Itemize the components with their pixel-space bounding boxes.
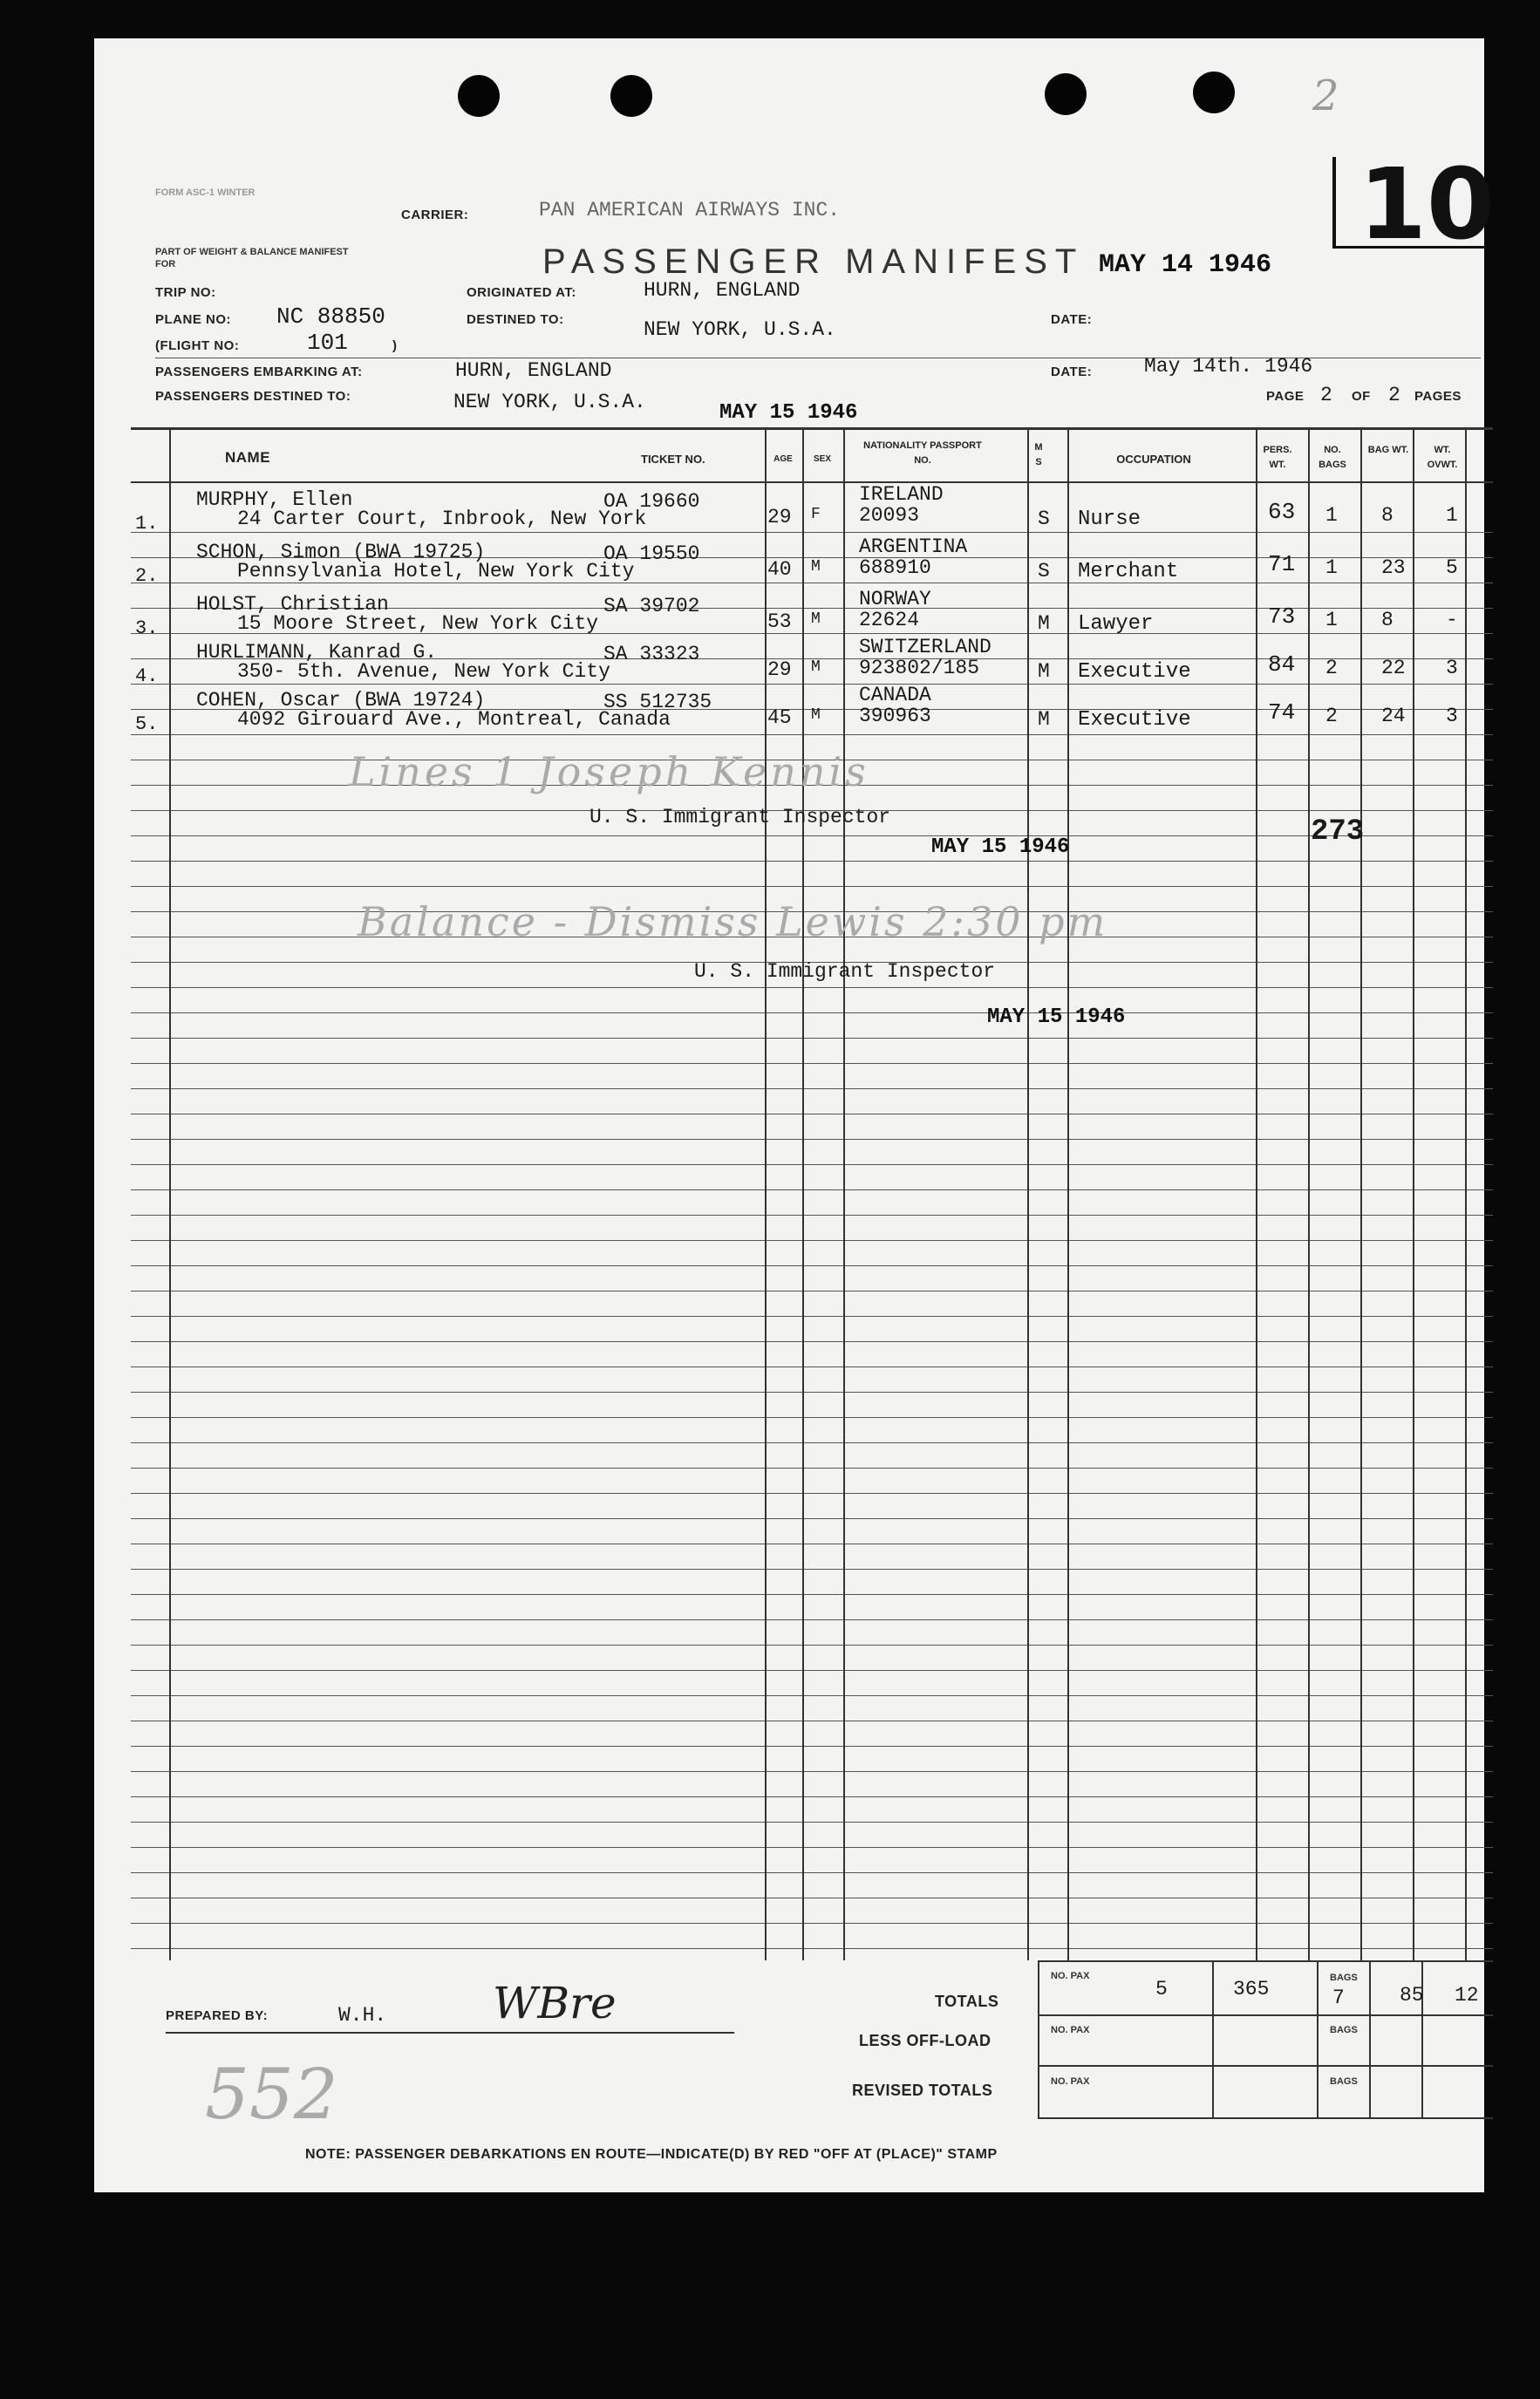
passenger-nationality: NORWAY	[859, 588, 931, 610]
column-divider	[169, 427, 171, 1960]
passport-number: 688910	[859, 556, 931, 579]
ruled-line	[131, 1189, 1493, 1190]
passenger-occupation: Executive	[1078, 660, 1191, 684]
column-divider	[1360, 427, 1362, 1960]
ruled-line	[131, 1341, 1493, 1342]
bag-count: 2	[1325, 705, 1338, 727]
bags-label-3: BAGS	[1330, 2076, 1358, 2087]
passenger-name: COHEN, Oscar (BWA 19724)	[196, 689, 486, 712]
immigrant-inspector-1: U. S. Immigrant Inspector	[589, 806, 891, 828]
destined-to-value: NEW YORK, U.S.A.	[453, 391, 646, 413]
totals-row-line	[1038, 1960, 1493, 1962]
no-pax-label-1: NO. PAX	[1051, 1971, 1090, 1981]
ruled-line	[131, 1948, 1493, 1949]
passport-number: 22624	[859, 609, 920, 631]
marital-status: S	[1038, 508, 1050, 530]
ruled-line	[131, 1872, 1493, 1873]
column-divider	[1027, 427, 1029, 1960]
ruled-line	[131, 886, 1493, 887]
ruled-line	[131, 1417, 1493, 1418]
passenger-nationality: CANADA	[859, 684, 931, 706]
totals-row-line	[1038, 2014, 1493, 2016]
total-pers-wt: 365	[1233, 1978, 1270, 2000]
of-label: OF	[1352, 389, 1371, 404]
part-of-label: PART OF WEIGHT & BALANCE MANIFEST FOR	[155, 247, 349, 269]
overweight: 3	[1446, 657, 1458, 679]
page-number: 2	[1320, 384, 1332, 406]
plane-no-value: NC 88850	[276, 303, 385, 330]
marital-status: M	[1038, 612, 1050, 635]
note-footer: NOTE: PASSENGER DEBARKATIONS EN ROUTE—INDICATE(D) BY RED "OFF AT (PLACE)" STAMP	[305, 2147, 998, 2162]
ruled-line	[131, 1265, 1493, 1266]
date-label: DATE:	[1051, 312, 1093, 327]
totals-col-line	[1212, 1960, 1214, 2117]
ruled-line	[131, 861, 1493, 862]
ruled-line	[131, 1240, 1493, 1241]
column-divider	[1465, 427, 1467, 1960]
bags-label-1: BAGS	[1330, 1973, 1358, 1983]
ruled-line	[131, 1063, 1493, 1064]
ruled-line	[131, 1619, 1493, 1620]
col-sex-header: SEX	[813, 454, 831, 464]
passenger-nationality: SWITZERLAND	[859, 636, 991, 658]
totals-col-line	[1038, 1960, 1039, 2117]
pages-label: PAGES	[1414, 389, 1462, 404]
handwritten-signature-1: Lines 1 Joseph Kennis	[349, 748, 869, 795]
bag-weight: 22	[1381, 657, 1406, 679]
date2-value: May 14th. 1946	[1144, 355, 1313, 378]
row-number: 2.	[135, 565, 159, 587]
passenger-address: 4092 Girouard Ave., Montreal, Canada	[237, 708, 671, 731]
ticket-number: OA 19550	[603, 542, 700, 565]
prepared-by-signature: WBre	[493, 1978, 617, 2028]
passenger-sex: M	[811, 706, 821, 724]
passenger-address: 15 Moore Street, New York City	[237, 612, 599, 635]
marital-status: M	[1038, 708, 1050, 731]
totals-col-line	[1369, 1960, 1371, 2117]
destined-value: NEW YORK, U.S.A.	[644, 318, 836, 341]
personal-weight: 63	[1268, 499, 1296, 525]
prepared-underline	[166, 2032, 734, 2034]
col-ms-header: M S	[1034, 442, 1043, 467]
passenger-sex: M	[811, 558, 821, 576]
row-number: 5.	[135, 713, 159, 735]
trip-no-label: TRIP NO:	[155, 285, 216, 300]
passenger-name: HURLIMANN, Kanrad G.	[196, 641, 438, 664]
passenger-age: 29	[767, 658, 792, 681]
passenger-name: SCHON, Simon (BWA 19725)	[196, 541, 486, 563]
ruled-line	[131, 1493, 1493, 1494]
col-name-header: NAME	[225, 449, 271, 466]
destined-to-label: PASSENGERS DESTINED TO:	[155, 389, 351, 404]
row-number: 4.	[135, 665, 159, 687]
punch-hole	[458, 75, 500, 117]
manifest-title: PASSENGER MANIFEST	[542, 242, 1085, 281]
page-total: 2	[1388, 384, 1400, 406]
bag-count: 2	[1325, 657, 1338, 679]
ruled-line	[131, 734, 1493, 735]
passenger-nationality: IRELAND	[859, 483, 944, 506]
row-number: 1.	[135, 513, 159, 535]
ticket-number: SS 512735	[603, 691, 712, 713]
revised-totals-label: REVISED TOTALS	[852, 2082, 993, 2099]
marital-status: M	[1038, 660, 1050, 683]
ruled-line	[131, 1366, 1493, 1367]
passenger-sex: M	[811, 610, 821, 628]
page-corner-mark: 2	[1312, 72, 1339, 120]
overweight: 5	[1446, 556, 1458, 579]
bags-label-2: BAGS	[1330, 2025, 1358, 2035]
totals-col-line	[1317, 1960, 1319, 2117]
bag-count: 1	[1325, 556, 1338, 579]
column-divider	[843, 427, 845, 1960]
col-wt-ovwt-header: WT. OVWT.	[1427, 445, 1458, 470]
ticket-number: SA 33323	[603, 643, 700, 665]
column-divider	[1413, 427, 1414, 1960]
originated-value: HURN, ENGLAND	[644, 279, 801, 302]
passenger-address: 24 Carter Court, Inbrook, New York	[237, 508, 647, 530]
bag-weight: 24	[1381, 705, 1406, 727]
immigrant-inspector-2: U. S. Immigrant Inspector	[694, 960, 996, 983]
ruled-line	[131, 1645, 1493, 1646]
flight-no-close: )	[392, 338, 398, 353]
bag-count: 1	[1325, 609, 1338, 631]
passenger-address: 350- 5th. Avenue, New York City	[237, 660, 610, 683]
marital-status: S	[1038, 560, 1050, 583]
plane-no-label: PLANE NO:	[155, 312, 231, 327]
col-no-bags-header: NO. BAGS	[1319, 445, 1346, 470]
inspection-stamp-1: MAY 15 1946	[931, 835, 1070, 859]
col-ticket-header: TICKET NO.	[641, 453, 705, 466]
originated-label: ORIGINATED AT:	[467, 285, 576, 300]
ruled-line	[131, 1822, 1493, 1823]
column-divider	[1308, 427, 1310, 1960]
total-ovwt: 12	[1455, 1984, 1479, 2007]
passenger-nationality: ARGENTINA	[859, 535, 968, 558]
passenger-sex: F	[811, 506, 821, 523]
ruled-line	[131, 684, 1493, 685]
ruled-line	[131, 1139, 1493, 1140]
overweight: -	[1446, 609, 1458, 631]
big-page-number: 10	[1359, 148, 1495, 262]
personal-weight: 71	[1268, 551, 1296, 577]
no-pax-label-2: NO. PAX	[1051, 2025, 1090, 2035]
passenger-sex: M	[811, 658, 821, 676]
total-bag-wt: 85	[1400, 1984, 1424, 2007]
ruled-line	[131, 1569, 1493, 1570]
punch-hole	[610, 75, 652, 117]
ruled-line	[131, 1392, 1493, 1393]
passenger-occupation: Lawyer	[1078, 612, 1154, 636]
personal-weight: 74	[1268, 699, 1296, 726]
passenger-age: 45	[767, 706, 792, 729]
no-pax-label-3: NO. PAX	[1051, 2076, 1090, 2087]
ruled-line	[131, 1518, 1493, 1519]
header-bottom-line	[131, 481, 1493, 483]
ruled-line	[131, 1923, 1493, 1924]
prepared-by-label: PREPARED BY:	[166, 2008, 269, 2023]
ticket-number: OA 19660	[603, 490, 700, 513]
ruled-line	[131, 1012, 1493, 1013]
manifest-date-stamp: MAY 14 1946	[1099, 250, 1272, 280]
column-divider	[1256, 427, 1257, 1960]
received-stamp-top: MAY 15 1946	[719, 401, 858, 425]
passenger-age: 40	[767, 558, 792, 581]
page-label: PAGE	[1266, 389, 1305, 404]
destined-label: DESTINED TO:	[467, 312, 564, 327]
carrier-value: PAN AMERICAN AIRWAYS INC.	[539, 199, 841, 221]
ruled-line	[131, 1468, 1493, 1469]
number-273: 273	[1311, 815, 1365, 849]
inspection-stamp-2: MAY 15 1946	[987, 1005, 1126, 1029]
total-bags: 7	[1332, 1987, 1345, 2009]
bag-weight: 8	[1381, 609, 1393, 631]
passenger-age: 53	[767, 610, 792, 633]
overweight: 3	[1446, 705, 1458, 727]
passenger-occupation: Merchant	[1078, 560, 1179, 583]
column-divider	[765, 427, 767, 1960]
ruled-line	[131, 1594, 1493, 1595]
ruled-line	[131, 1291, 1493, 1292]
flight-no-value: 101	[307, 330, 348, 356]
col-occupation-header: OCCUPATION	[1116, 453, 1191, 466]
ticket-number: SA 39702	[603, 595, 700, 617]
ruled-line	[131, 1771, 1493, 1772]
ruled-line	[131, 1746, 1493, 1747]
ruled-line	[131, 1442, 1493, 1443]
ruled-line	[131, 532, 1493, 533]
carrier-label: CARRIER:	[401, 208, 469, 222]
personal-weight: 84	[1268, 651, 1296, 678]
bag-weight: 8	[1381, 504, 1393, 527]
col-pers-wt-header: PERS. WT.	[1263, 445, 1292, 470]
totals-row-line	[1038, 2065, 1493, 2067]
bag-count: 1	[1325, 504, 1338, 527]
prepared-by-value: W.H.	[338, 2004, 387, 2027]
less-off-load-label: LESS OFF-LOAD	[859, 2032, 991, 2049]
passport-number: 20093	[859, 504, 920, 527]
col-nationality-header: NATIONALITY PASSPORT NO.	[863, 440, 982, 466]
col-age-header: AGE	[773, 454, 793, 464]
totals-label: TOTALS	[935, 1993, 999, 2010]
ruled-line	[131, 1316, 1493, 1317]
flight-no-label: (FLIGHT NO:	[155, 338, 240, 353]
column-divider	[802, 427, 804, 1960]
table-top-border	[131, 427, 1493, 430]
personal-weight: 73	[1268, 603, 1296, 630]
passport-number: 923802/185	[859, 657, 980, 679]
column-divider	[1067, 427, 1069, 1960]
punch-hole	[1045, 73, 1087, 115]
ruled-line	[131, 1215, 1493, 1216]
embarking-value: HURN, ENGLAND	[455, 359, 612, 382]
ruled-line	[131, 1847, 1493, 1848]
ruled-line	[131, 1164, 1493, 1165]
col-bag-wt-header: BAG WT.	[1367, 445, 1409, 455]
ruled-line	[131, 1695, 1493, 1696]
date2-label: DATE:	[1051, 365, 1093, 379]
totals-row-line	[1038, 2117, 1493, 2119]
passenger-occupation: Nurse	[1078, 508, 1141, 531]
ruled-line	[131, 835, 1493, 836]
passenger-occupation: Executive	[1078, 708, 1191, 732]
passenger-name: MURPHY, Ellen	[196, 488, 353, 511]
punch-hole	[1193, 72, 1235, 113]
embarking-label: PASSENGERS EMBARKING AT:	[155, 365, 363, 379]
total-pax: 5	[1155, 1978, 1168, 2000]
row-number: 3.	[135, 617, 159, 639]
form-number: FORM ASC-1 WINTER	[155, 187, 256, 198]
bag-weight: 23	[1381, 556, 1406, 579]
passenger-age: 29	[767, 506, 792, 528]
ruled-line	[131, 987, 1493, 988]
passenger-address: Pennsylvania Hotel, New York City	[237, 560, 635, 583]
handwritten-signature-2: Balance - Dismiss Lewis 2:30 pm	[358, 898, 1108, 945]
passenger-name: HOLST, Christian	[196, 593, 389, 616]
overweight: 1	[1446, 504, 1458, 527]
ruled-line	[131, 1670, 1493, 1671]
passport-number: 390963	[859, 705, 931, 727]
ruled-line	[131, 1038, 1493, 1039]
handwritten-number: 552	[205, 2054, 338, 2135]
ruled-line	[131, 1088, 1493, 1089]
ruled-line	[131, 1796, 1493, 1797]
